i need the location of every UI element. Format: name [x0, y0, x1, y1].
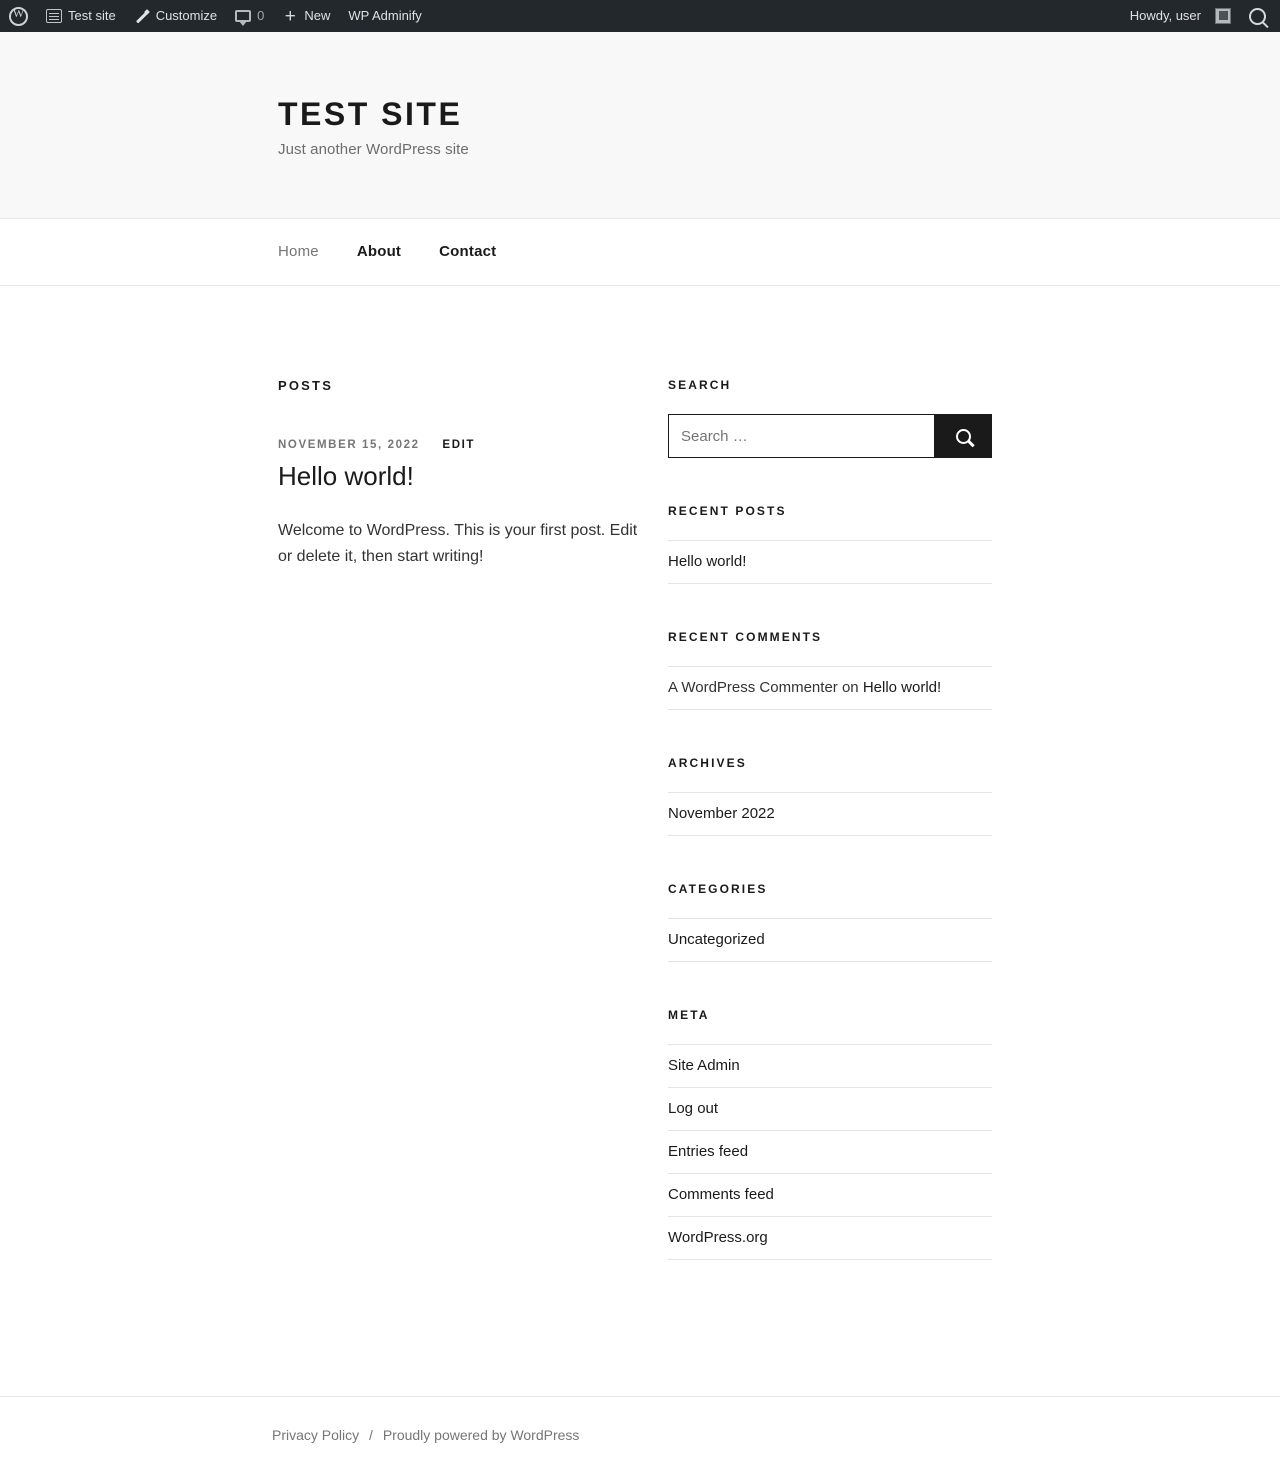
- nav-link-home[interactable]: Home: [278, 243, 319, 260]
- footer-link-wordpress-credit[interactable]: Proudly powered by WordPress: [382, 1427, 580, 1443]
- sidebar: [668, 378, 992, 1306]
- recent-comments-list: [668, 666, 992, 710]
- widget-meta-title: META: [668, 1008, 710, 1022]
- list-item[interactable]: [668, 1174, 992, 1217]
- widget-search-title: SEARCH: [668, 378, 732, 392]
- search-icon: [1249, 8, 1266, 25]
- archives-list: [668, 792, 992, 836]
- comment-post-link[interactable]: Hello world!: [862, 679, 942, 696]
- post-body-text: Welcome to WordPress. This is your first post. Edit or delete it, then start writing!: [278, 522, 638, 565]
- list-item[interactable]: [668, 1217, 992, 1260]
- search-form: [668, 414, 992, 458]
- widget-recent-comments: [668, 630, 992, 710]
- list-item[interactable]: [668, 1088, 992, 1131]
- widget-archives-title: ARCHIVES: [668, 756, 747, 770]
- site-tagline: Just another WordPress site: [278, 141, 469, 158]
- admin-bar-item-comments[interactable]: [226, 0, 273, 32]
- meta-link-log-out[interactable]: Log out: [668, 1100, 719, 1117]
- footer-wrap: [90, 1427, 1190, 1443]
- nav-link-about[interactable]: About: [356, 243, 402, 260]
- admin-bar-item-new[interactable]: [273, 0, 339, 32]
- admin-bar-customize-label: Customize: [155, 8, 218, 23]
- meta-link-comments-feed[interactable]: Comments feed: [668, 1186, 774, 1203]
- widget-recent-posts-title: RECENT POSTS: [668, 504, 787, 518]
- recent-posts-list: [668, 540, 992, 584]
- wordpress-logo-icon: [9, 7, 28, 26]
- wordpress-logo-menu[interactable]: [0, 0, 37, 32]
- pencil-icon: [134, 8, 150, 24]
- admin-bar-item-customize[interactable]: [125, 0, 226, 32]
- admin-bar-site-name-label: Test site: [68, 8, 116, 23]
- post-content: [278, 518, 650, 570]
- footer-link-privacy-policy[interactable]: Privacy Policy: [272, 1427, 360, 1443]
- primary-navigation: [0, 219, 1280, 286]
- admin-bar-comment-count: 0: [257, 8, 265, 23]
- admin-bar-new-label: New: [304, 8, 331, 23]
- search-icon: [956, 429, 971, 444]
- main-content: [90, 378, 650, 1306]
- list-item[interactable]: [668, 793, 992, 836]
- post-meta: [278, 439, 650, 451]
- post-date-link[interactable]: NOVEMBER 15, 2022: [278, 439, 420, 451]
- search-submit-button[interactable]: [934, 414, 992, 458]
- list-item[interactable]: [668, 667, 992, 710]
- list-item[interactable]: [668, 1045, 992, 1088]
- site-header-wrap: [90, 96, 1190, 158]
- list-item[interactable]: [668, 541, 992, 584]
- widget-meta: [668, 1008, 992, 1260]
- archive-link[interactable]: November 2022: [668, 805, 775, 822]
- dashboard-site-icon: [46, 8, 62, 24]
- search-input[interactable]: [668, 414, 934, 458]
- nav-link-contact[interactable]: Contact: [439, 243, 497, 260]
- admin-bar-wp-adminify-label: WP Adminify: [348, 8, 422, 23]
- post-article: [278, 439, 650, 570]
- nav-item-contact[interactable]: [439, 243, 496, 261]
- comment-on-label: on: [837, 679, 863, 696]
- meta-link-wordpress-org[interactable]: WordPress.org: [668, 1229, 768, 1246]
- content-wrap: [90, 286, 1190, 1396]
- admin-bar-item-site-name[interactable]: [37, 0, 125, 32]
- widget-search: [668, 378, 992, 458]
- widget-archives: [668, 756, 992, 836]
- categories-list: [668, 918, 992, 962]
- site-footer: [0, 1396, 1280, 1483]
- wp-admin-bar: [0, 0, 1280, 32]
- post-title-text: Hello world!: [278, 461, 414, 491]
- meta-link-site-admin[interactable]: Site Admin: [668, 1057, 740, 1074]
- nav-item-about[interactable]: [357, 243, 401, 261]
- comment-bubble-icon: [235, 8, 251, 24]
- site-header: [0, 32, 1280, 219]
- list-item[interactable]: [668, 1131, 992, 1174]
- site-title[interactable]: TEST SITE: [278, 96, 463, 132]
- plus-icon: +: [284, 5, 296, 27]
- meta-list: [668, 1044, 992, 1260]
- admin-bar-left-group: [0, 0, 1118, 32]
- nav-menu: [278, 219, 1190, 285]
- widget-categories: [668, 882, 992, 962]
- category-link[interactable]: Uncategorized: [668, 931, 765, 948]
- avatar-icon: [1215, 8, 1231, 24]
- list-item[interactable]: [668, 919, 992, 962]
- post-title: [278, 461, 650, 492]
- page-title: POSTS: [278, 378, 334, 393]
- footer-credits: [90, 1427, 1190, 1443]
- recent-post-link[interactable]: Hello world!: [668, 553, 747, 570]
- admin-bar-search-toggle[interactable]: [1235, 0, 1270, 32]
- widget-recent-comments-title: RECENT COMMENTS: [668, 630, 823, 644]
- admin-bar-my-account[interactable]: [1118, 0, 1235, 32]
- howdy-label: Howdy, user: [1129, 8, 1201, 23]
- admin-bar-item-wp-adminify[interactable]: [339, 0, 430, 32]
- nav-inner: [90, 219, 1190, 285]
- meta-link-entries-feed[interactable]: Entries feed: [668, 1143, 749, 1160]
- post-edit-link[interactable]: EDIT: [442, 439, 476, 451]
- nav-wrap: [90, 219, 1190, 285]
- nav-item-home[interactable]: [278, 243, 319, 261]
- admin-bar-right-group: [1118, 0, 1270, 32]
- content-area: [90, 286, 1190, 1396]
- site-branding: [90, 96, 1190, 158]
- widget-categories-title: CATEGORIES: [668, 882, 768, 896]
- footer-separator: /: [369, 1427, 373, 1443]
- widget-recent-posts: [668, 504, 992, 584]
- comment-author: A WordPress Commenter: [668, 679, 838, 696]
